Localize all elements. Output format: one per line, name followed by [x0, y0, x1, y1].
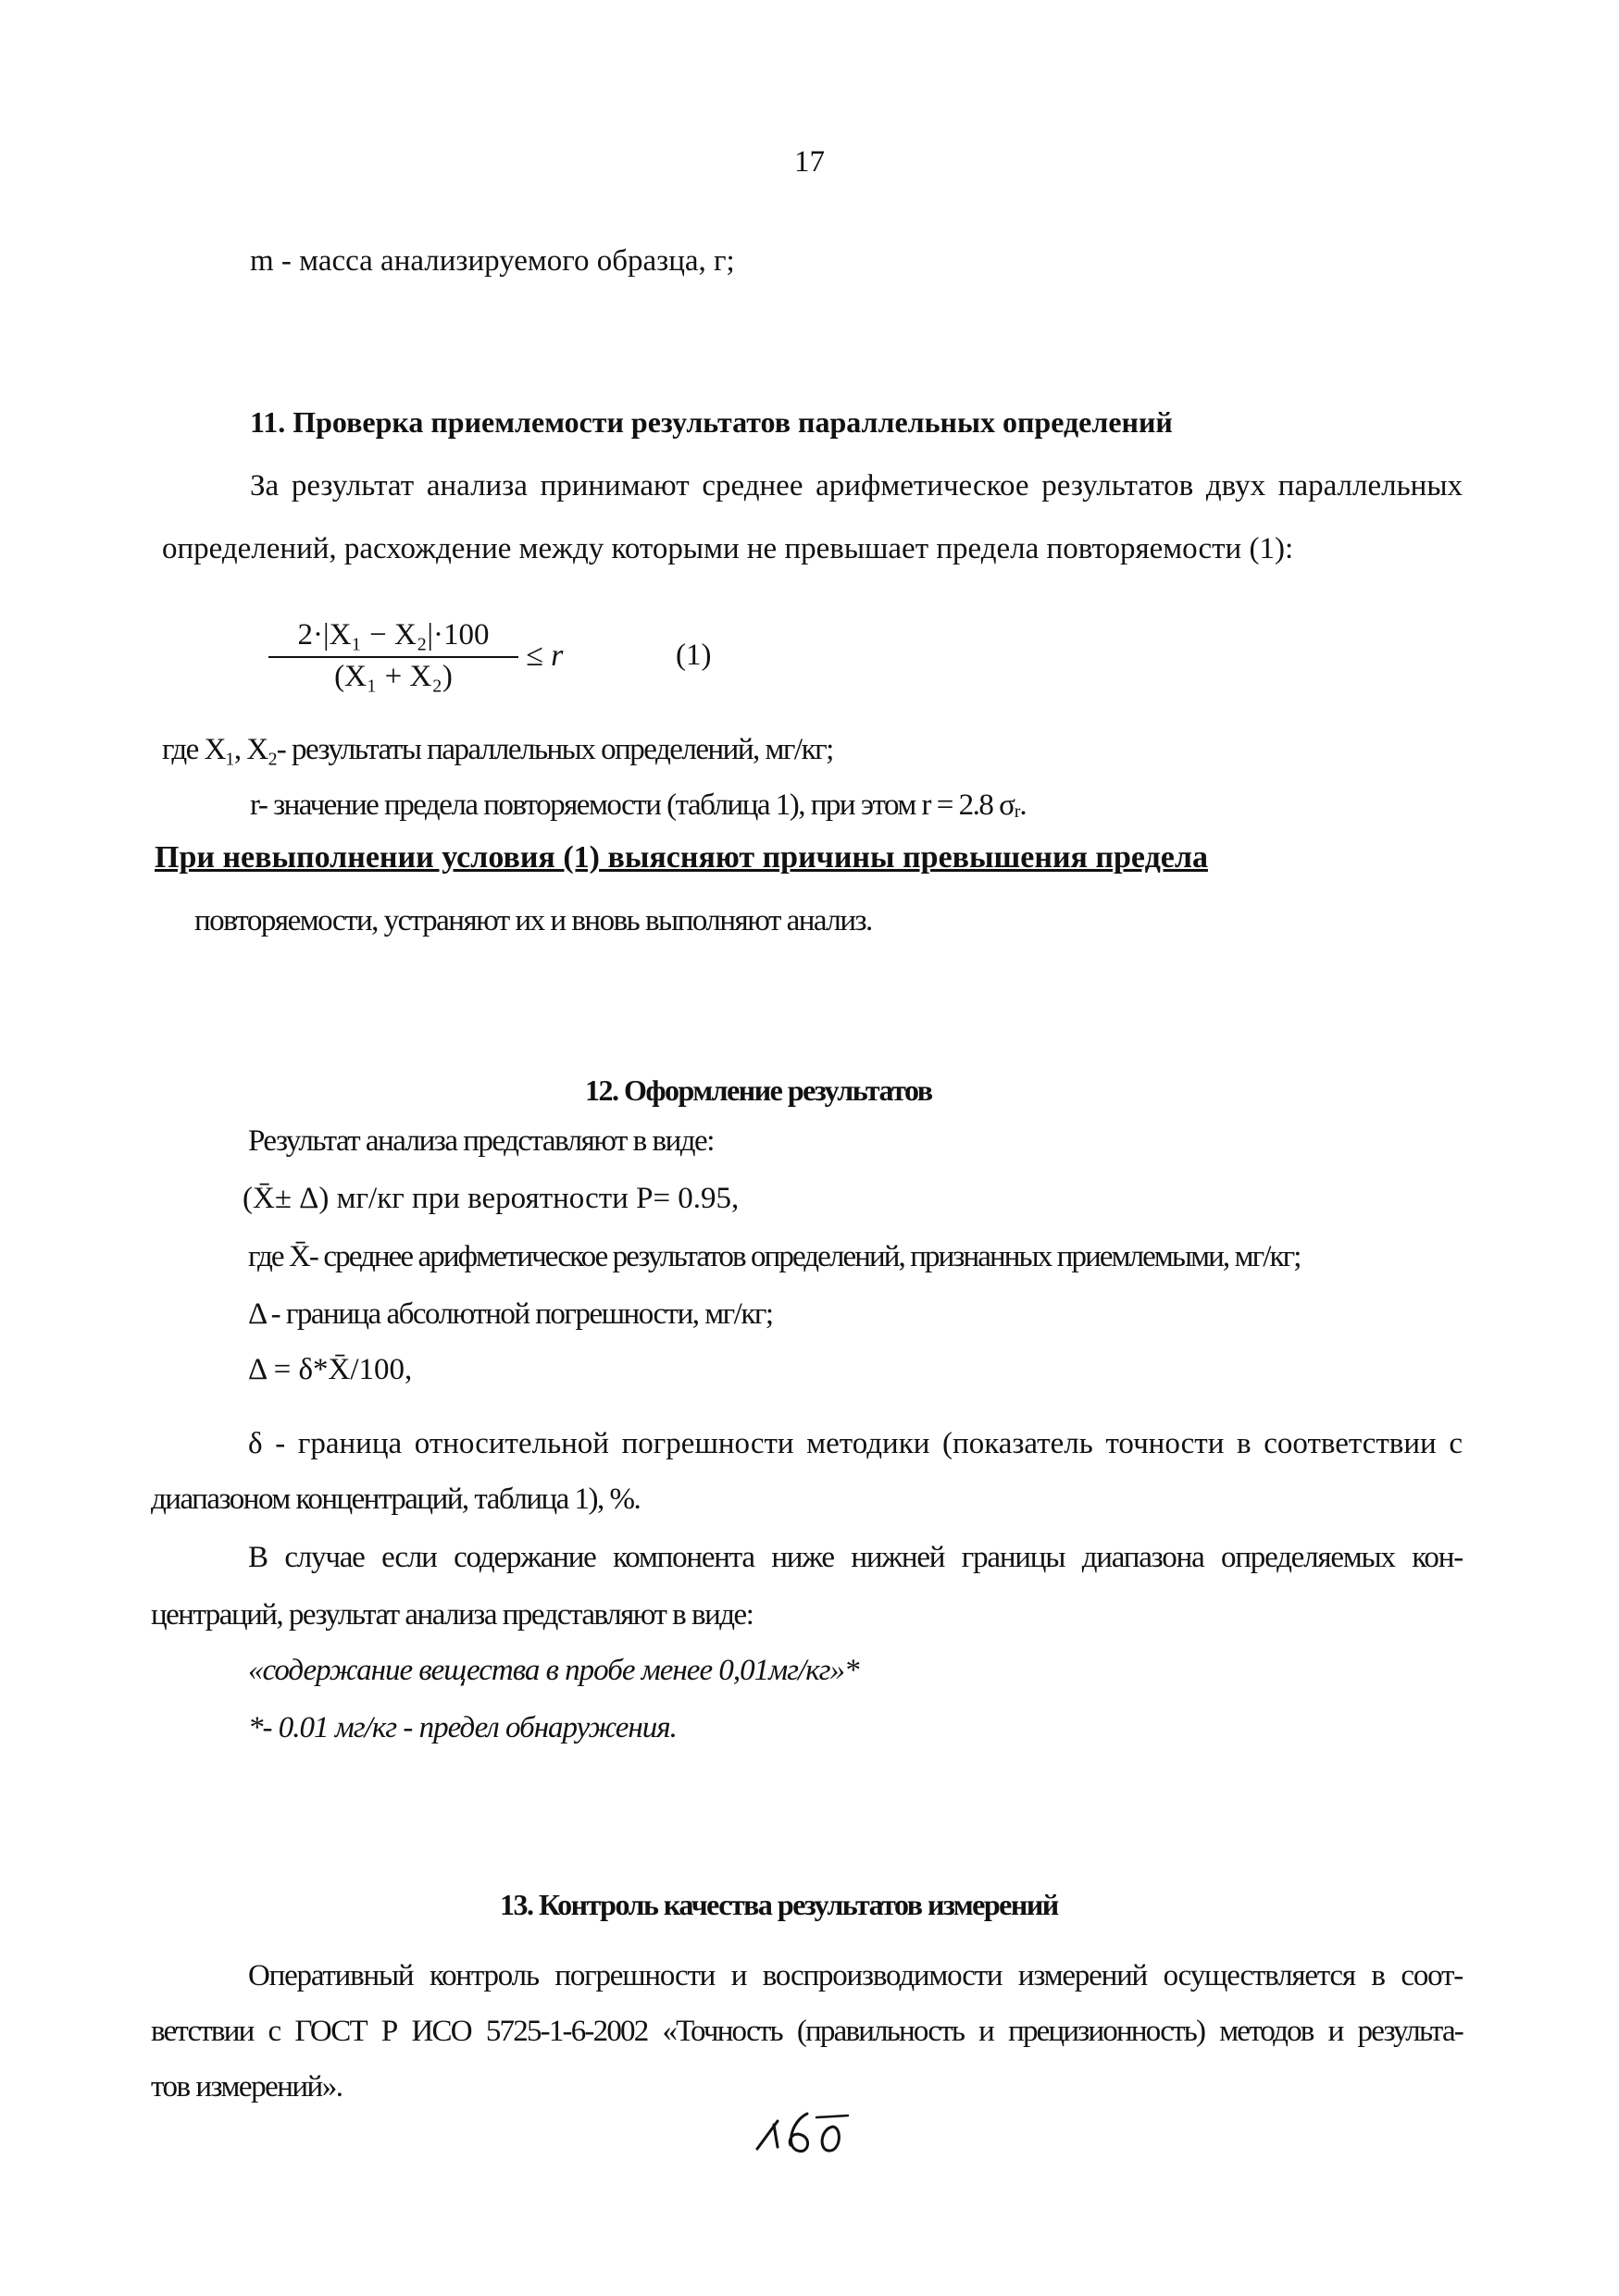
section-12-heading: 12. Оформление результатов	[585, 1074, 932, 1107]
warning-line1: При невыполнении условия (1) выясняют причины превышения предела	[155, 840, 1208, 875]
page-number: 17	[794, 145, 825, 179]
section-12-line1: Результат анализа представляют в виде:	[248, 1124, 714, 1158]
section-13-line3: тов измерений».	[151, 2070, 342, 2104]
section-12-line4: Δ - граница абсолютной погрешности, мг/кг;	[248, 1297, 773, 1331]
formula-number: (1)	[676, 639, 712, 672]
formula-numerator: 2·|X₁ − X₂|·100	[268, 618, 518, 658]
delta-definition-line1: δ - граница относительной погрешности методики (показатель точности в соответствии с	[248, 1427, 1463, 1460]
repeatability-formula	[268, 618, 731, 701]
formula-fraction	[268, 618, 518, 694]
section-13-heading: 13. Контроль качества результатов измерений	[500, 1888, 1058, 1921]
formula-relation: ≤ r	[526, 639, 564, 673]
mass-definition: m - масса анализируемого образца, г;	[250, 244, 735, 278]
warning-line2: повторяемости, устраняют их и вновь выполняют анализ.	[194, 904, 872, 937]
section-12-line5: Δ = δ*X̄/100,	[248, 1353, 413, 1386]
delta-definition-line2: диапазоном концентраций, таблица 1), %.	[151, 1483, 641, 1516]
section-11-paragraph-line1: За результат анализа принимают среднее арифметическое результатов двух параллельных	[250, 469, 1463, 503]
handwritten-page-number	[750, 2101, 852, 2166]
where-r-definition: r- значение предела повторяемости (таблица 1), при этом r = 2.8 σᵣ.	[250, 788, 1027, 822]
case-line1: В случае если содержание компонента ниже нижней границы диапазона определяемых кон-	[248, 1541, 1463, 1574]
case-line2: центраций, результат анализа представляют в виде:	[151, 1598, 753, 1632]
formula-denominator: (X₁ + X₂)	[334, 660, 453, 693]
detection-limit-phrase: «содержание вещества в пробе менее 0,01мг/кг»*	[248, 1654, 859, 1687]
section-12-line3: где X̄- среднее арифметическое результатов определений, признанных приемлемыми, мг/кг;	[248, 1240, 1301, 1273]
section-13-line2: ветствии с ГОСТ Р ИСО 5725-1-6-2002 «Точность (правильность и прецизионность) методов и результа-	[151, 2015, 1463, 2048]
section-11-paragraph-line2: определений, расхождение между которыми не превышает предела повторяемости (1):	[162, 532, 1294, 565]
section-12-line2: (X̄± Δ) мг/кг при вероятности P= 0.95,	[243, 1182, 740, 1215]
section-11-heading: 11. Проверка приемлемости результатов параллельных определений	[250, 405, 1173, 439]
where-x-definition: где X₁, X₂- результаты параллельных определений, мг/кг;	[162, 733, 833, 766]
detection-limit-footnote: *- 0.01 мг/кг - предел обнаружения.	[248, 1711, 677, 1744]
section-13-line1: Оперативный контроль погрешности и воспроизводимости измерений осуществляется в соот-	[248, 1959, 1463, 1992]
